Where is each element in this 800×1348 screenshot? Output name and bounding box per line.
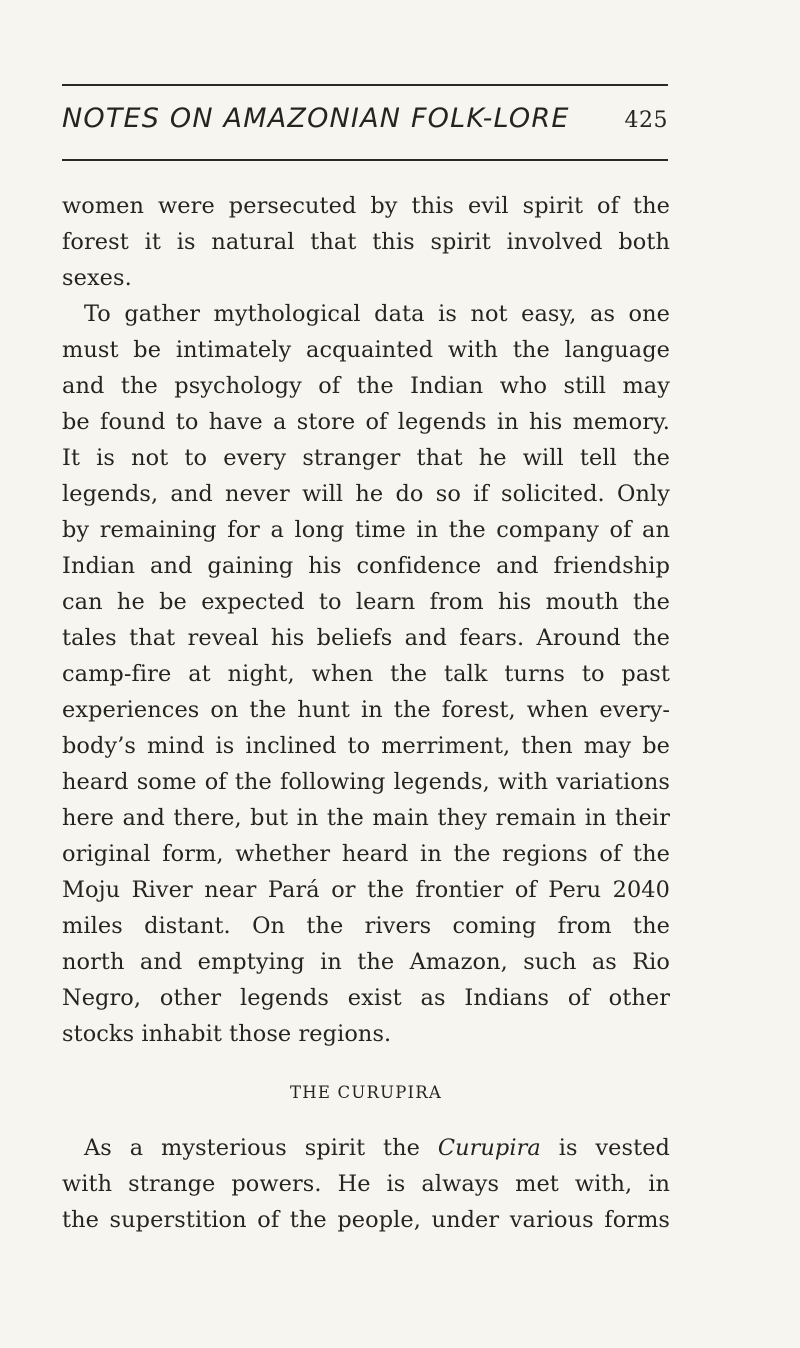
text-line: body’s mind is inclined to merriment, then may be xyxy=(62,733,670,759)
text-run: is vested xyxy=(540,1135,670,1161)
running-head-title: NOTES ON AMAZONIAN FOLK-LORE xyxy=(62,103,570,134)
text-line: here and there, but in the main they remain in their xyxy=(62,805,670,831)
page-number: 425 xyxy=(624,108,668,133)
text-line: stocks inhabit those regions. xyxy=(62,1021,392,1047)
text-line: Indian and gaining his confidence and friendship xyxy=(62,553,670,579)
running-head xyxy=(62,103,668,143)
text-line: Negro, other legends exist as Indians of other xyxy=(62,985,670,1011)
text-run: As a mysterious spirit the xyxy=(84,1135,438,1161)
text-line: the superstition of the people, under various forms xyxy=(62,1207,670,1233)
text-line: sexes. xyxy=(62,265,132,291)
header-rule-top xyxy=(62,84,668,86)
paragraph-continued xyxy=(62,188,670,296)
body-text xyxy=(62,188,670,1238)
text-line: by remaining for a long time in the company of an xyxy=(62,517,670,543)
text-line: women were persecuted by this evil spirit of the xyxy=(62,193,670,219)
text-line: experiences on the hunt in the forest, when every- xyxy=(62,697,670,723)
header-rule-bottom xyxy=(62,159,668,161)
text-line: tales that reveal his beliefs and fears. Around the xyxy=(62,625,670,651)
text-line: be found to have a store of legends in his memory. xyxy=(62,409,670,435)
italic-term: Curupira xyxy=(437,1135,541,1161)
text-line: camp-fire at night, when the talk turns to past xyxy=(62,661,670,687)
paragraph-mythological-data xyxy=(62,296,670,1052)
text-line: legends, and never will he do so if solicited. Only xyxy=(62,481,670,507)
text-line: original form, whether heard in the regions of the xyxy=(62,841,670,867)
text-line: with strange powers. He is always met with, in xyxy=(62,1171,670,1197)
text-line: north and emptying in the Amazon, such as Rio xyxy=(62,949,670,975)
section-heading: THE CURUPIRA xyxy=(290,1083,442,1102)
text-line: must be intimately acquainted with the language xyxy=(62,337,670,363)
text-line: and the psychology of the Indian who still may xyxy=(62,373,670,399)
text-line xyxy=(62,1130,670,1166)
text-line: heard some of the following legends, with variations xyxy=(62,769,670,795)
text-line: Moju River near Pará or the frontier of Peru 2040 xyxy=(62,877,670,903)
text-line: miles distant. On the rivers coming from the xyxy=(62,913,670,939)
text-line: To gather mythological data is not easy, as one xyxy=(84,301,670,327)
text-line: It is not to every stranger that he will tell the xyxy=(62,445,670,471)
paragraph-curupira xyxy=(62,1130,670,1238)
text-line: can he be expected to learn from his mouth the xyxy=(62,589,670,615)
text-line: forest it is natural that this spirit involved both xyxy=(62,229,670,255)
